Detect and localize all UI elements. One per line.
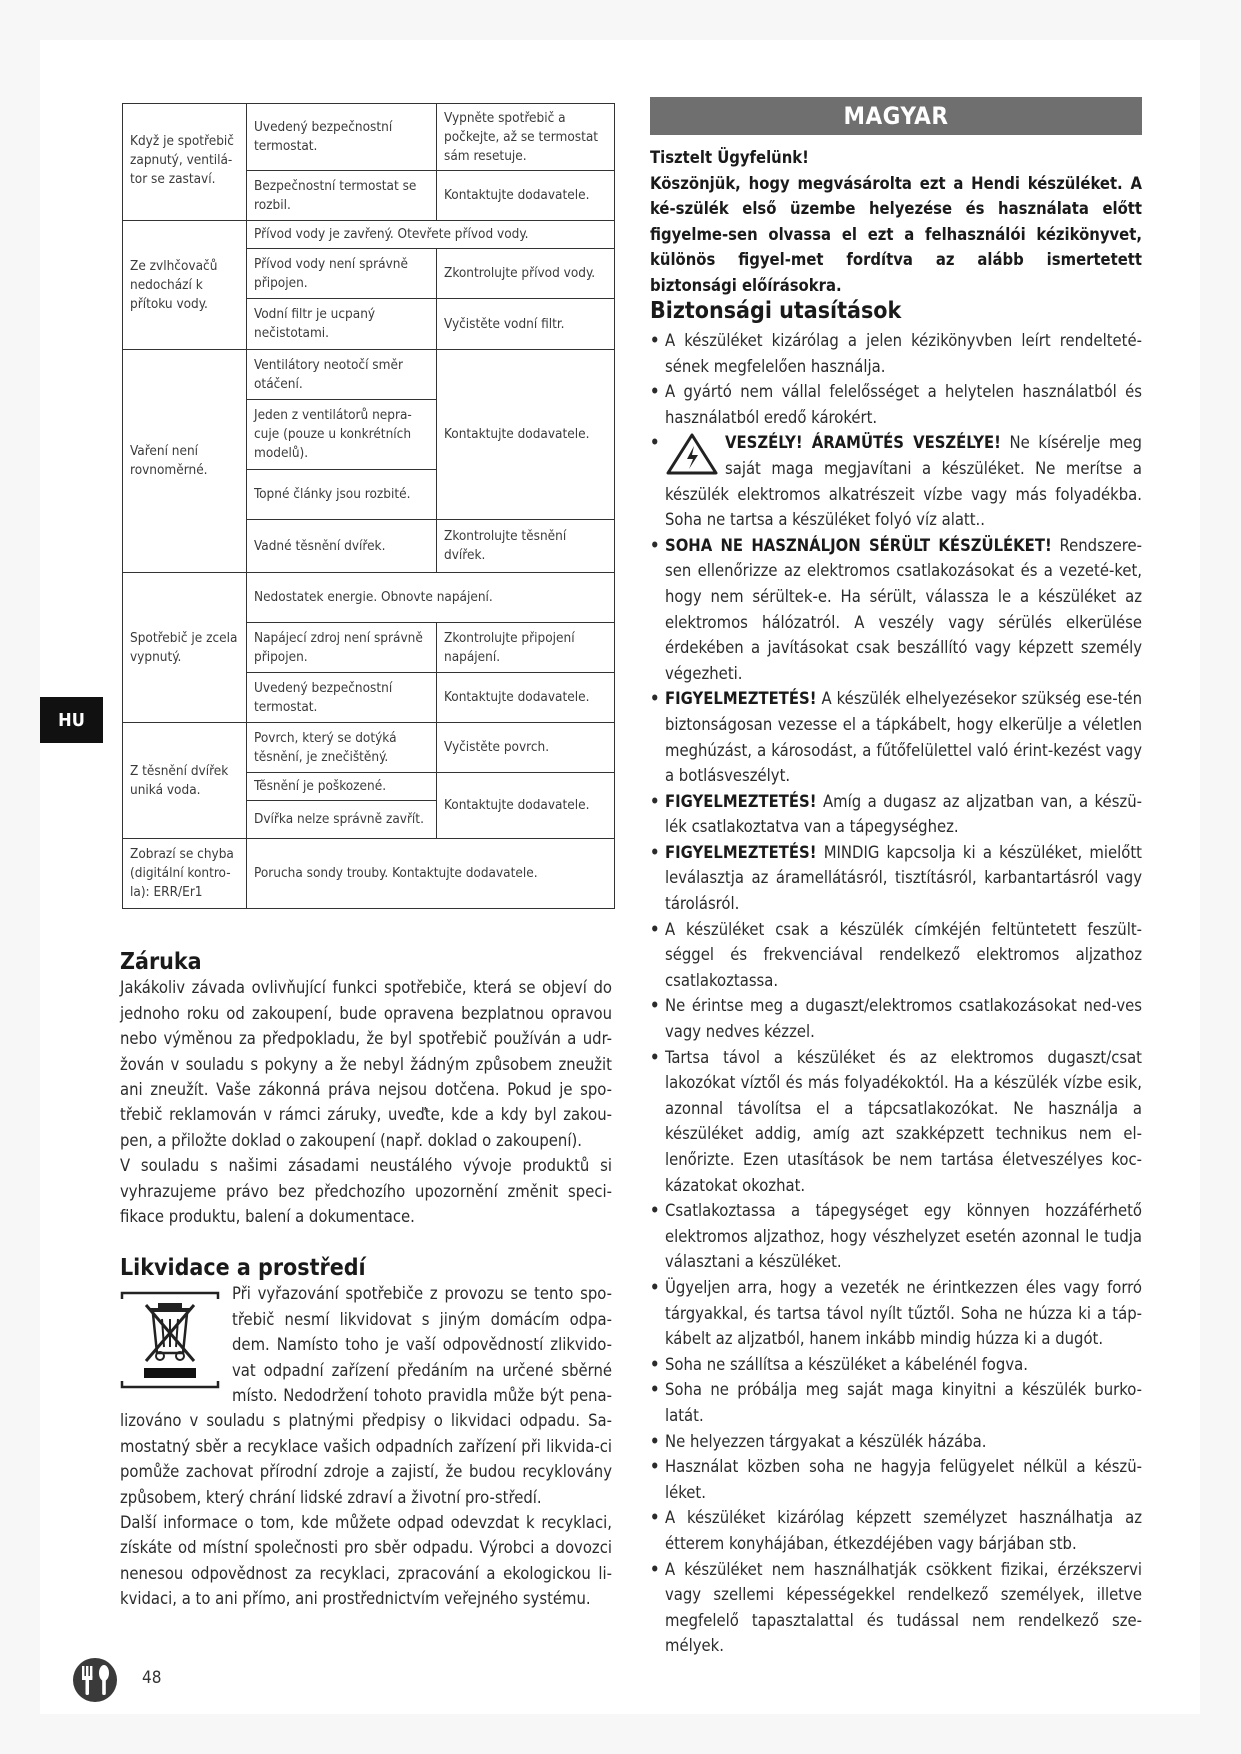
cause-cell: Dvířka nelze správně zavřít. <box>247 801 437 839</box>
safety-item-text: Csatlakoztassa a tápegységet egy könnyen hozzáférhető elektromos aljzathoz, hogy vészhelyzet esetén azonnal le tudja választani a készüléket. <box>665 1201 1142 1272</box>
safety-item <box>650 1377 1142 1428</box>
electric-shock-warning-icon <box>665 432 719 476</box>
safety-item <box>650 1505 1142 1556</box>
safety-item-text: Ne érintse meg a dugaszt/elektromos csatlakozásokat ned-ves vagy nedves kézzel. <box>665 996 1142 1042</box>
safety-item <box>650 1198 1142 1275</box>
safety-item-text: Használat közben soha ne hagyja felügyelet nélkül a készü-léket. <box>665 1457 1142 1502</box>
warranty-paragraph: V souladu s našimi zásadami neustálého vývoje produktů si vyhrazujeme právo bez předchozího upozornění změnit speci-fikace produktu, balení a dokumentace. <box>120 1156 612 1227</box>
solution-cell: Kontaktujte dodavatele. <box>437 773 615 839</box>
safety-item <box>650 917 1142 994</box>
problem-cell: Z těsnění dvířek uniká voda. <box>123 723 247 839</box>
safety-item <box>650 1454 1142 1505</box>
safety-item-text: A készüléket kizárólag a jelen kézikönyvben leírt rendelteté-sének megfelelően használja. <box>665 331 1142 376</box>
cause-cell: Těsnění je poškozené. <box>247 773 437 801</box>
greeting: Tisztelt Ügyfelünk! <box>650 148 809 167</box>
warranty-paragraph: Jakákoliv závada ovlivňující funkci spotřebiče, která se objeví do jednoho roku od zakoupení, bude opravena bezplatnou opravou nebo výměnou za předpokladu, že byl spotřebič používán a udr-žován v souladu s pokyny a že nebyl žádným způsobem zneužit ani zneužít. Vaše zákonná práva nejsou dotčena. Pokud je spo-třebič reklamován v rámci záruky, uveďte, kde a kdy byl zakou-pen, a přiložte doklad o zakoupení (např. doklad o zakoupení). <box>120 978 612 1150</box>
solution-cell: Zkontrolujte těsnění dvířek. <box>437 520 615 573</box>
language-banner: MAGYAR <box>650 97 1142 135</box>
cause-cell: Povrch, který se dotýká těsnění, je znečištěný. <box>247 723 437 773</box>
troubleshooting-table <box>122 103 615 909</box>
safety-item-lead: SOHA NE HASZNÁLJON SÉRÜLT KÉSZÜLÉKET! <box>665 535 1052 555</box>
solution-cell: Zkontrolujte přívod vody. <box>437 249 615 299</box>
safety-item <box>650 1352 1142 1378</box>
safety-item-lead: FIGYELMEZTETÉS! <box>665 842 817 862</box>
cause-cell: Přívod vody není správně připojen. <box>247 249 437 299</box>
disposal-paragraph <box>120 1281 612 1510</box>
solution-cell: Vyčistěte vodní filtr. <box>437 299 615 350</box>
safety-item-text: Amíg a dugasz az aljzatban van, a készü-lék csatlakoztatva van a tápegységhez. <box>665 791 1142 837</box>
safety-item <box>650 840 1142 917</box>
safety-item-text: A készüléket csak a készülék címkéjén feltüntetett feszült-séggel és frekvenciával rendelkező elektromos aljzathoz csatlakoztassa. <box>665 919 1142 990</box>
page-number: 48 <box>142 1668 162 1688</box>
safety-item-text: A gyártó nem vállal felelősséget a helytelen használatból és használatból eredő károkért. <box>665 382 1142 427</box>
problem-cell: Vaření není rovnoměrné. <box>123 350 247 573</box>
safety-item <box>650 328 1142 379</box>
safety-title: Biztonsági utasítások <box>650 298 902 324</box>
crossed-bin-weee-icon <box>120 1285 220 1391</box>
safety-list <box>650 328 1142 1659</box>
safety-item-text: Tartsa távol a készüléket és az elektromos dugaszt/csat lakozókat víztől és más folyadékoktól. Ha a készülék vízbe esik, azonnal távolítsa el a tápcsatlakozókat. Ne használja a készüléket addig, amíg azt szakképzett technikus nem el-lenőrizte. Ezen utasítások be nem tartása életveszélyes koc-kázatokat okozhat. <box>665 1047 1142 1195</box>
disposal-title: Likvidace a prostředí <box>120 1255 366 1281</box>
warranty-section <box>120 950 612 1229</box>
problem-cell: Ze zvlhčovačů nedochází k přítoku vody. <box>123 221 247 350</box>
safety-item-text: Rendszere-sen ellenőrizze az elektromos csatlakozásokat és a vezeté-ket, hogy nem sérültek-e. Ha sérült, válassza le a készüléket az elektromos hálózatról. A veszély vagy sérülés elkerülése érdekében a javításokat csak beszállító vagy képzett személy végezheti. <box>665 535 1142 683</box>
disposal-text: Při vyřazování spotřebiče z provozu se tento spo-třebič nesmí likvidovat s jiným domácím odpa-dem. Namísto toho je vaší odpovědností zlikvido-vat odpadní zařízení předáním na určené sběrné místo. Nedodržení tohoto pravidla může být pena-lizováno v souladu s platnými předpisy o likvidaci odpadu. Sa-mostatný sběr a recyklace vašich odpadních zařízení při likvida-ci pomůže zachovat přírodní zdroje a zajistí, že budou recyklovány způsobem, který chrání lidské zdraví a životní pro-středí. <box>120 1284 612 1507</box>
cause-cell: Uvedený bezpečnostní termostat. <box>247 673 437 723</box>
safety-item <box>650 379 1142 430</box>
safety-item-text: Ne helyezzen tárgyakat a készülék házába. <box>665 1431 987 1451</box>
merged-cell: Nedostatek energie. Obnovte napájení. <box>247 573 615 623</box>
solution-cell: Vypněte spotřebič a počkejte, až se termostat sám resetuje. <box>437 104 615 171</box>
cause-cell: Jeden z ventilátorů nepra-cuje (pouze u konkrétních modelů). <box>247 400 437 470</box>
problem-cell: Spotřebič je zcela vypnutý. <box>123 573 247 723</box>
safety-item <box>650 789 1142 840</box>
warranty-title: Záruka <box>120 949 202 975</box>
cause-cell: Ventilátory neotočí směr otáčení. <box>247 350 437 400</box>
safety-item-lead: FIGYELMEZTETÉS! <box>665 791 817 811</box>
safety-item <box>650 1557 1142 1659</box>
safety-item-text: A készüléket kizárólag képzett személyzet használhatja az étterem konyhájában, étkezdéjében vagy bárjában stb. <box>665 1508 1142 1553</box>
solution-cell: Zkontrolujte připojení napájení. <box>437 623 615 673</box>
cause-cell: Topné články jsou rozbité. <box>247 470 437 520</box>
safety-item-text: Soha ne próbálja meg saját maga kinyitni a készülék burko-latát. <box>665 1380 1142 1425</box>
safety-item-text: MINDIG kapcsolja ki a készüléket, mielőtt leválasztja az áramellátásról, tisztításról, karbantartásról vagy tárolásról. <box>665 842 1142 914</box>
solution-cell: Kontaktujte dodavatele. <box>437 350 615 520</box>
safety-item-text: Ügyeljen arra, hogy a vezeték ne érintkezzen éles vagy forró tárgyakkal, és tartsa távol nyílt tűztől. Soha ne húzza ki a táp-kábelt az aljzatból, hanem inkább mindig húzza ki a dugót. <box>665 1277 1142 1349</box>
language-tab-hu: HU <box>40 697 103 743</box>
safety-item-lead: FIGYELMEZTETÉS! <box>665 689 817 709</box>
safety-item-text: Soha ne szállítsa a készüléket a kábelénél fogva. <box>665 1354 1028 1374</box>
safety-item-text: A készüléket nem használhatják csökkent fizikai, érzékszervi vagy szellemi képességekkel rendelkező személyek, illetve megfelelő tapasztalattal és tudással nem rendelkező sze-mélyek. <box>665 1559 1142 1656</box>
safety-item <box>650 1045 1142 1199</box>
safety-item-text: Ne kísérelje meg saját maga megjavítani a készüléket. Ne merítse a készülék elektromos alkatrészeit vízbe vagy más folyadékba. Soha ne tartsa a készüléket folyó víz alatt.. <box>665 433 1142 530</box>
safety-item <box>650 1275 1142 1352</box>
cause-cell: Vadné těsnění dvířek. <box>247 520 437 573</box>
merged-cell: Porucha sondy trouby. Kontaktujte dodavatele. <box>247 839 615 909</box>
safety-item-text: A készülék elhelyezésekor szükség ese-tén biztonságosan vezesse el a tápkábelt, hogy elkerülje a véletlen meghúzást, a károsodást, a fűtőfelülettel való érint-kezést vagy a botlásveszélyt. <box>665 689 1142 786</box>
disposal-section <box>120 1256 612 1612</box>
solution-cell: Vyčistěte povrch. <box>437 723 615 773</box>
solution-cell: Kontaktujte dodavatele. <box>437 171 615 221</box>
safety-item <box>650 1429 1142 1455</box>
safety-item <box>650 533 1142 687</box>
intro-text: Köszönjük, hogy megvásárolta ezt a Hendi készüléket. A ké-szülék első üzembe helyezése és használata előtt figyelme-sen olvassa el ezt a felhasználói kézikönyvet, különös figyel-met fordítva az alább ismertetett biztonsági előírásokra. <box>650 173 1142 295</box>
disposal-paragraph: Další informace o tom, kde můžete odpad odevzdat k recyklaci, získáte od místní společnosti pro sběr odpadu. Výrobci a dovozci nenesou odpovědnost za recyklaci, zpracování a ekologickou li-kvidaci, a to ani přímo, ani prostřednictvím veřejného systému. <box>120 1513 612 1609</box>
safety-item <box>650 430 1142 532</box>
safety-item <box>650 686 1142 788</box>
safety-item <box>650 993 1142 1044</box>
cause-cell: Napájecí zdroj není správně připojen. <box>247 623 437 673</box>
problem-cell: Zobrazí se chyba (digitální kontro-la): ERR/Er1 <box>123 839 247 909</box>
merged-cell: Přívod vody je zavřený. Otevřete přívod vody. <box>247 221 615 249</box>
cause-cell: Vodní filtr je ucpaný nečistotami. <box>247 299 437 350</box>
problem-cell: Když je spotřebič zapnutý, ventilá-tor se zastaví. <box>123 104 247 221</box>
intro-section <box>650 145 1142 299</box>
safety-item-lead: VESZÉLY! ÁRAMÜTÉS VESZÉLYE! <box>725 433 1001 453</box>
solution-cell: Kontaktujte dodavatele. <box>437 673 615 723</box>
cutlery-logo-icon <box>72 1657 118 1703</box>
cause-cell: Uvedený bezpečnostní termostat. <box>247 104 437 171</box>
cause-cell: Bezpečnostní termostat se rozbil. <box>247 171 437 221</box>
